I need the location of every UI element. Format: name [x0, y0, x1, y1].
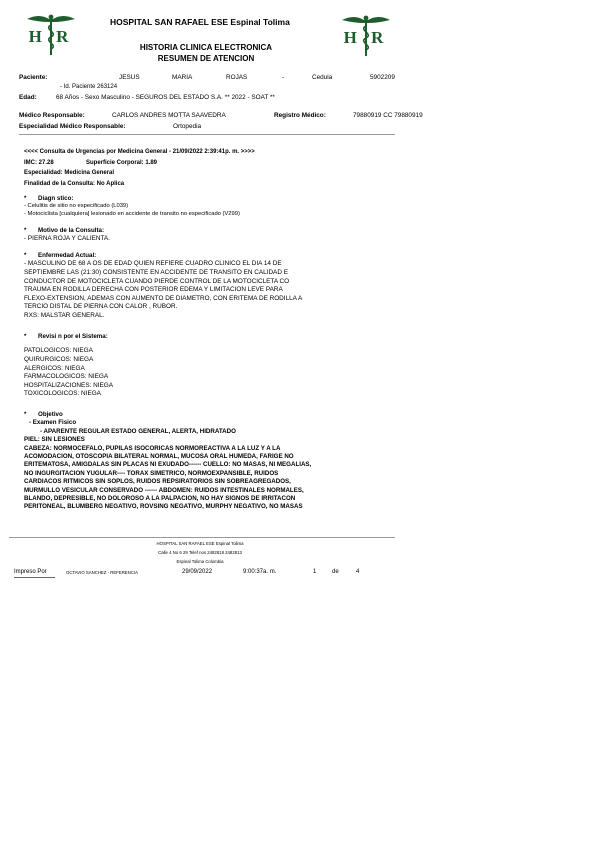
- aspecto-general: - APARENTE REGULAR ESTADO GENERAL, ALERTA, HIDRATADO: [40, 427, 236, 435]
- text-line: FLEXO-EXTENSION, ADEMAS CON AUMENTO DE DIAMETRO, CON ERITEMA DE RODILLA A: [24, 294, 303, 302]
- finalidad-consulta: Finalidad de la Consulta: No Aplica: [24, 181, 125, 187]
- hospital-title: HOSPITAL SAN RAFAEL ESE Espinal Tolima: [110, 17, 290, 27]
- document-title: HISTORIA CLINICA ELECTRONICA: [139, 43, 273, 52]
- section-title: * Enfermedad Actual:: [24, 252, 97, 259]
- header-divider: [19, 134, 395, 135]
- list-item: - Celulitis de sitio no especificado (L039): [24, 203, 129, 210]
- section-title: * Objetivo: [24, 411, 63, 418]
- paciente-dash: -: [282, 74, 285, 81]
- registro-value: 79880919 CC 79880919: [353, 112, 423, 119]
- footer-address: Calle 4 No 6 29 Telef nos 2482818 2482813: [158, 550, 242, 555]
- edad-line: 68 Años - Sexo Masculino - SEGUROS DEL ESTADO S.A. ** 2022 - SOAT **: [56, 94, 275, 101]
- text-line: PIEL: SIN LESIONES: [24, 436, 85, 444]
- footer-city: Espinal Tolima Colombia: [176, 559, 224, 564]
- logo-lettering: H R: [343, 28, 389, 47]
- list-item: ALERGICOS: NIEGA: [24, 364, 85, 372]
- objetivo-section: [24, 411, 311, 512]
- page-number: 1: [313, 569, 317, 575]
- text-line: ERITEMATOSA, AMIGDALAS SIN PLACAS NI EXUDADO------ CUELLO: NO MASAS, NI MEGALIAS,: [24, 461, 312, 469]
- text-line: BLANDO, DEPRESIBLE, NO DOLOROSO A LA PALPACION, NO HAY SIGNOS DE IRRITACON: [24, 495, 296, 503]
- page-total: 4: [356, 569, 360, 575]
- text-line: ACOMODACION, OTOSCOPIA BILATERAL NORMAL, MUCOSA ORAL HUMEDA, FARIGE NO: [24, 453, 294, 461]
- text-line: PERITONEAL, BLUMBERG NEGATIVO, ROVSING NEGATIVO, MURPHY NEGATIVO, NO MASAS: [24, 503, 303, 511]
- medico-label: Médico Responsable:: [19, 112, 85, 119]
- paciente-second-name: MARIA: [172, 74, 193, 81]
- registro-label: Registro Médico:: [274, 112, 326, 119]
- paciente-label: Paciente:: [19, 74, 48, 81]
- id-paciente: - Id. Paciente 263124: [60, 84, 118, 90]
- list-item: HOSPITALIZACIONES: NIEGA: [24, 381, 114, 389]
- list-item: QUIRURGICOS: NIEGA: [24, 356, 94, 363]
- text-line: RXS: MALSTAR GENERAL.: [24, 311, 105, 319]
- edad-label: Edad:: [19, 94, 37, 101]
- page-de: de: [332, 569, 339, 575]
- list-item: TOXICOLOGICOS: NIEGA: [24, 390, 101, 398]
- text-line: TERCIO DISTAL DE PIERNA CON CALOR , RUBOR.: [24, 303, 178, 311]
- text-line: CARDIACOS RITMICOS SIN SOPLOS, RUIDOS REPSIRATORIOS SIN SOBREAGREGADOS,: [24, 478, 291, 486]
- section-title: * Motivo de la Consulta:: [24, 227, 105, 234]
- revision-section: [24, 333, 113, 399]
- examen-fisico-label: - Examen Fisico: [29, 419, 77, 427]
- superficie-corporal: Superficie Corporal: 1.89: [86, 160, 158, 166]
- impreso-por-label: Impreso Por: [14, 569, 47, 575]
- especialidad-medico-label: Especialidad Médico Responsable:: [19, 123, 126, 130]
- print-time: 9:00:37a. m.: [243, 569, 277, 575]
- hospital-logo-left: [21, 13, 81, 57]
- text-line: CABEZA: NORMOCEFALO, PUPILAS ISOCORICAS NORMOREACTIVA A LA LUZ Y A LA: [24, 444, 281, 452]
- medico-value: CARLOS ANDRES MOTTA SAAVEDRA: [112, 112, 226, 119]
- list-item: FARMACOLOGICOS: NIEGA: [24, 373, 109, 381]
- text-line: CONDUCTOR DE MOTOCICLETA CUANDO PIERDE CONTROL DE LA MOTOCICLETA CO: [24, 277, 290, 285]
- especialidad-medico-value: Ortopedia: [173, 123, 202, 130]
- document-subtitle: RESUMEN DE ATENCION: [157, 54, 255, 63]
- cedula-value: 5902209: [370, 74, 395, 81]
- impreso-underline: [14, 577, 55, 578]
- paciente-surname: ROJAS: [226, 74, 248, 81]
- hospital-logo-right: [336, 14, 396, 58]
- diagnostico-section: [24, 195, 240, 219]
- logo-lettering: H R: [28, 27, 74, 46]
- list-item: - PIERNA ROJA Y CALIENTA.: [24, 235, 110, 243]
- text-line: SEPTIEMBRE LAS (21:30) CONSISTENTE EN ACCIDENTE DE TRANSITO EN CALIDAD E: [24, 269, 288, 276]
- print-date: 29/09/2022: [182, 569, 213, 575]
- footer-divider: [9, 537, 395, 538]
- text-line: NO INGURGITACION YUGULAR---- TORAX SIMETRICO, NORMOEXPANSIBLE, RUIDOS: [24, 469, 279, 477]
- consulta-heading: <<<< Consulta de Urgencias por Medicina General - 21/09/2022 2:39:41p. m. >>>>: [24, 149, 255, 155]
- list-item: PATOLOGICOS: NIEGA: [24, 347, 93, 355]
- cedula-label: Cedula: [312, 74, 333, 81]
- footer-hospital: HOSPITAL SAN RAFAEL ESE Espinal Tolima: [156, 541, 244, 546]
- enfermedad-section: [24, 252, 302, 321]
- text-line: MURMULLO VESICULAR CONSERVADO ------ ABDOMEN: RUIDOS INTESTINALES NORMALES,: [24, 486, 304, 494]
- motivo-section: [24, 227, 110, 244]
- text-line: - MASCULINO DE 68 A OS DE EDAD QUIEN REFIERE CUADRO CLINICO EL DIA 14 DE: [24, 260, 282, 268]
- text-line: TRAUMA EN RODILLA DERECHA CON POSTERIOR EDEMA Y LIMITACION LEVE PARA: [24, 286, 283, 294]
- section-title: * Revisi n por el Sistema:: [24, 333, 108, 340]
- impreso-por-value: OCTAVIO SANCHEZ - REFERENCIA: [66, 570, 138, 575]
- consulta-especialidad: Especialidad: Medicina General: [24, 170, 115, 176]
- paciente-first-name: JESUS: [119, 74, 140, 81]
- imc-value: IMC: 27.28: [24, 160, 54, 166]
- list-item: - Motociclista [cualquiera] lesionado en accidente de transito no especificado (V299): [24, 211, 240, 217]
- section-title: * Diagn stico:: [24, 195, 74, 202]
